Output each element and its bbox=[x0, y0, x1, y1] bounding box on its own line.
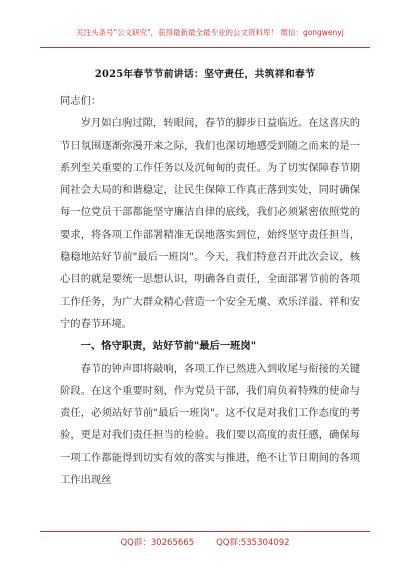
footer-divider bbox=[40, 531, 370, 532]
document-body bbox=[60, 90, 360, 491]
footer-qq-group-1: QQ群：30265665 bbox=[120, 538, 195, 548]
paragraph: 春节的钟声即将敲响，各项工作已然进入到收尾与衔接的关键阶段。在这个重要时刻，作为党员干部，我们肩负着特殊的使命与责任，必须站好节前"最后一班岗"。这不仅是对我们工作态度的考验，更是对我们责任担当的检验。我们要以高度的责任感，确保每一项工作都能得到切实有效的落实与推进，绝不让节日期间的各项工作出现丝 bbox=[60, 362, 360, 487]
footer-qq-group-2: QQ群:535304092 bbox=[216, 538, 290, 548]
salutation: 同志们： bbox=[60, 95, 102, 107]
header-divider bbox=[40, 47, 370, 48]
section-heading: 一、恪守职责，站好节前"最后一班岗" bbox=[80, 340, 257, 353]
footer bbox=[40, 536, 370, 548]
header-note: 关注头条号"公文研究"，获得最新最全最专业的公文资料库！ 微信：gongwenyj bbox=[76, 28, 344, 37]
document-title: 2025年春节节前讲话：坚守责任，共筑祥和春节 bbox=[94, 69, 316, 80]
paragraph: 岁月如白驹过隙，转眼间，春节的脚步日益临近。在这喜庆的节日氛围逐渐弥漫开来之际，我们也深切地感受到随之而来的是一系列至关重要的工作任务以及沉甸甸的责任。为了切实保障春节期间社会大局的和谐稳定，让民生保障工作真正落到实处，同时确保每一位党员干部都能坚守廉洁自律的底线，我们必须紧密依照党的要求，将各项工作部署精准无误地落实到位，始终坚守责任担当，稳稳地站好节前"最后一班岗"。今天，我们特意召开此次会议，核心目的就是要统一思想认识，明确各自责任，全面部署节前的各项工作任务，为广大群众精心营造一个安全无虞、欢乐洋溢、祥和安宁的春节环境。 bbox=[60, 117, 360, 330]
